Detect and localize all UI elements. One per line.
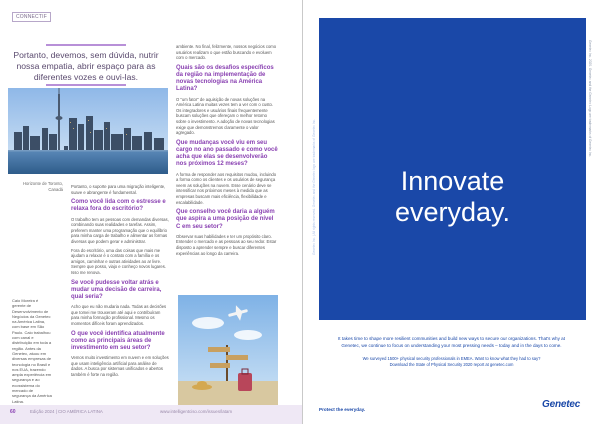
pull-quote: Portanto, devemos, sem dúvida, nutrir nossa empatia, abrir espaço para as diferentes vozes e ouvi-las. (13, 50, 159, 82)
right-question-3: Que conselho você daria a alguém que aspira a uma posição de nível C em seu setor? (176, 209, 275, 230)
issue-label: Edição 2024 | CIO AMÉRICA LATINA (30, 409, 103, 414)
headline-line-1: Innovate (400, 166, 505, 196)
advertisement-right-page (303, 0, 600, 424)
ad-tagline: Protect the everyday. (319, 407, 366, 412)
ad-blue-panel (319, 18, 586, 320)
mid-paragraph-2: O trabalho tem as pessoas com demandas diversas, combinando suas realidades e tarefas. Assim, preferem manter uma programação que o equilíbrio para minha carga de trabalho e alimentar as formas diversas que podem gerar e administrar. (71, 216, 169, 244)
photo-caption: Horizonte de Toronto, Canadá (23, 181, 63, 192)
right-question-2: Que mudanças você viu em seu cargo no ano passado e como você acha que elas se desenvolverão nos próximos 12 meses? (176, 139, 278, 168)
mid-question-2: Se você pudesse voltar atrás e mudar uma decisão de carreira, qual seria? (71, 279, 162, 300)
mid-question-1: Como você lida com o estresse e relaxa fora do escritório? (71, 199, 166, 213)
website-link[interactable]: www.intelligentciso.com/issues/latam (160, 409, 232, 414)
download-line[interactable]: Download the State of Physical Security 2020 report at genetec.com (389, 362, 514, 367)
travel-illustration (178, 295, 278, 405)
right-paragraph-2: O "um fator" de aquisição de novas soluções na América Latina muitas vezes tem a ver com o custo. Os integradores e usuários finais frequentemente buscam soluções que ofereçam o melhor retorno sobre o investimento. A adoção de novas tecnologias exige que demonstremos claramente o valor agregado. (176, 96, 275, 136)
mid-paragraph-5: Vemos muito investimento em nuvem e em soluções que usam inteligência artificial para análise de dados. A busca por sistemas unificados e abertos também é forte na região. (71, 355, 169, 377)
middle-column (71, 184, 169, 381)
mid-paragraph-3: Fora do escritório, uma das coisas que mais me ajudam a relaxar é o contato com a família e os amigos, caminhar e outras atividades ao ar livre. Sempre que posso, viajo e conheço novos lugares. Isso me renova. (71, 247, 166, 275)
right-paragraph-4: Observar suas habilidades e ter um propósito claro. Entender o mercado e as pessoas ao seu redor. Estar disposto a aprender sempre e buscar diferentes experiências ao longo da carreira. (176, 233, 277, 256)
ad-headline (339, 166, 566, 228)
city-skyline-photo (8, 88, 168, 174)
section-tag: CONNECTIF (12, 12, 51, 22)
ad-body-line-1: It takes time to shape more resilient communities and build new ways to secure our organizations. That's why at (337, 336, 566, 341)
page-number: 60 (10, 409, 16, 415)
right-paragraph-1: ambiente. No final, felizmente, nossos negócios como usuários realizam o que estão buscando e evoluem com o mercado. (176, 44, 277, 61)
author-bio-column (12, 298, 52, 407)
survey-line: We surveyed 1500+ physical security professionals in EMEA. Want to know what they had to say? (362, 356, 541, 361)
author-bio: Caio Moreira é gerente de Desenvolvimento de Negócios da Genetec na América Latina, com base em São Paulo. Caio trabalhou com canal e distribuição em toda a região. Antes da Genetec, atuou em diversas empresas de tecnologia no Brasil e nos EUA, trazendo ampla experiência em segurança e ao ecossistema do mercado de segurança da América Latina. (12, 298, 52, 404)
legal-note-right: Genetec Inc. 2020. Genetec and the Genetec Logo are trademarks of Genetec Inc. (588, 40, 592, 158)
right-column (176, 44, 278, 259)
right-question-1: Quais são os desafios específicos da região na implementação de novas tecnologias na América Latina? (176, 64, 274, 93)
ad-body-line-2: Genetec, we continue to focus on understanding your most pressing needs – today and in the days to come. (341, 343, 562, 348)
mid-question-3: O que você identifica atualmente como as principais áreas de investimento em seu setor? (71, 330, 165, 351)
pull-quote-rule-top (46, 44, 126, 46)
legal-note-left: Genetec Inc. | All rights reserved. Genetec and the Genetec logo are trademarks of Genetec Inc. (312, 118, 316, 255)
right-paragraph-3: A forma de responder aos requisitos mudou, incluindo a forma como os clientes e os usuários de segurança veem as soluções na nuvem. Esse cenário deve se intensificar nos próximos meses à medida que as empresas buscam mais eficiência, flexibilidade e escalabilidade. (176, 171, 277, 205)
headline-line-2: everyday. (394, 197, 511, 227)
mid-paragraph-4: Acho que eu não mudaria nada. Todas as decisões que tomei me trouxeram até aqui e contribuíram para minha formação profissional. Mesmo os momentos difíceis foram aprendizados. (71, 304, 167, 326)
left-footer-bar (0, 405, 303, 424)
genetec-logo: Genetec (542, 399, 581, 410)
mid-paragraph-1: Portanto, o suporte para uma migração inteligente, suave e abrangente é fundamental. (71, 184, 166, 195)
skyline-illustration (8, 88, 168, 174)
pull-quote-rule-bottom (46, 84, 126, 86)
